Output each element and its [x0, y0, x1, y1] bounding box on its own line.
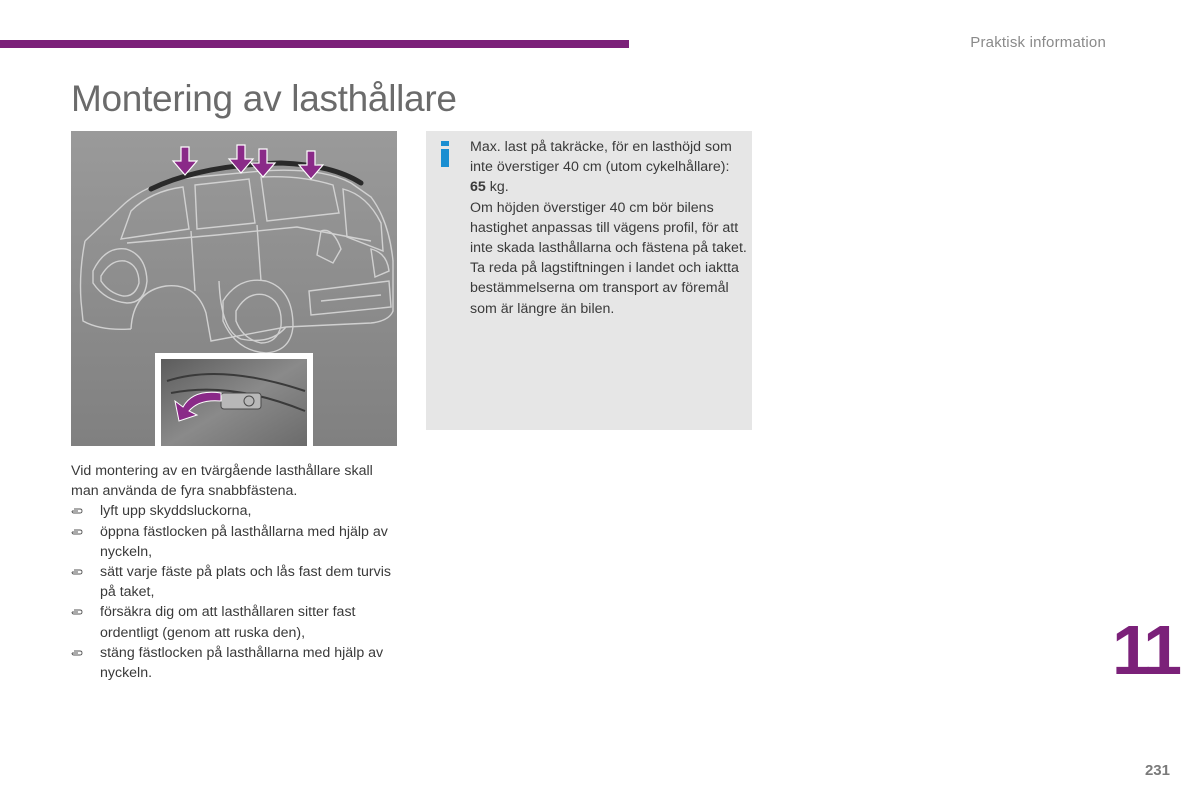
instruction-step: lyft upp skyddsluckorna, [71, 501, 401, 521]
header-accent-bar [0, 40, 629, 48]
instruction-step: sätt varje fäste på plats och lås fast dem turvis på taket, [71, 562, 401, 602]
info-paragraph-legislation: Ta reda på lagstiftningen i landet och iaktta bestämmelserna om transport av föremål som är längre än bilen. [470, 260, 739, 317]
info-paragraph-max-load: Max. last på takräcke, för en lasthöjd som inte överstiger 40 cm (utom cykelhållare): 65 kg. [470, 139, 732, 196]
instruction-steps [71, 501, 401, 683]
instruction-step: stäng fästlocken på lasthållarna med hjälp av nyckeln. [71, 643, 401, 683]
hand-pointer-icon [71, 647, 83, 659]
hand-pointer-icon [71, 606, 83, 618]
info-icon [439, 137, 453, 163]
info-box [426, 131, 752, 430]
page-number: 231 [1144, 762, 1170, 779]
max-load-value: 65 [470, 179, 486, 196]
page-title: Montering av lasthållare [71, 78, 457, 119]
roof-rack-illustration [71, 131, 397, 446]
hand-pointer-icon [71, 566, 83, 578]
chapter-number: 11 [1112, 611, 1178, 689]
instruction-step: öppna fästlocken på lasthållarna med hjälp av nyckeln, [71, 522, 401, 562]
instructions-intro: Vid montering av en tvärgående lasthållare skall man använda de fyra snabbfästena. [71, 463, 373, 500]
hand-pointer-icon [71, 526, 83, 538]
instructions [71, 461, 401, 683]
info-paragraph-speed: Om höjden överstiger 40 cm bör bilens hastighet anpassas till vägens profil, för att inte skada lasthållarna och fästena på taket. [470, 199, 747, 257]
instruction-step: försäkra dig om att lasthållaren sitter fast ordentligt (genom att ruska den), [71, 602, 401, 642]
info-text [470, 137, 748, 319]
hand-pointer-icon [71, 505, 83, 517]
car-roof-mounting-drawing [71, 131, 397, 446]
section-title: Praktisk information [970, 34, 1106, 51]
